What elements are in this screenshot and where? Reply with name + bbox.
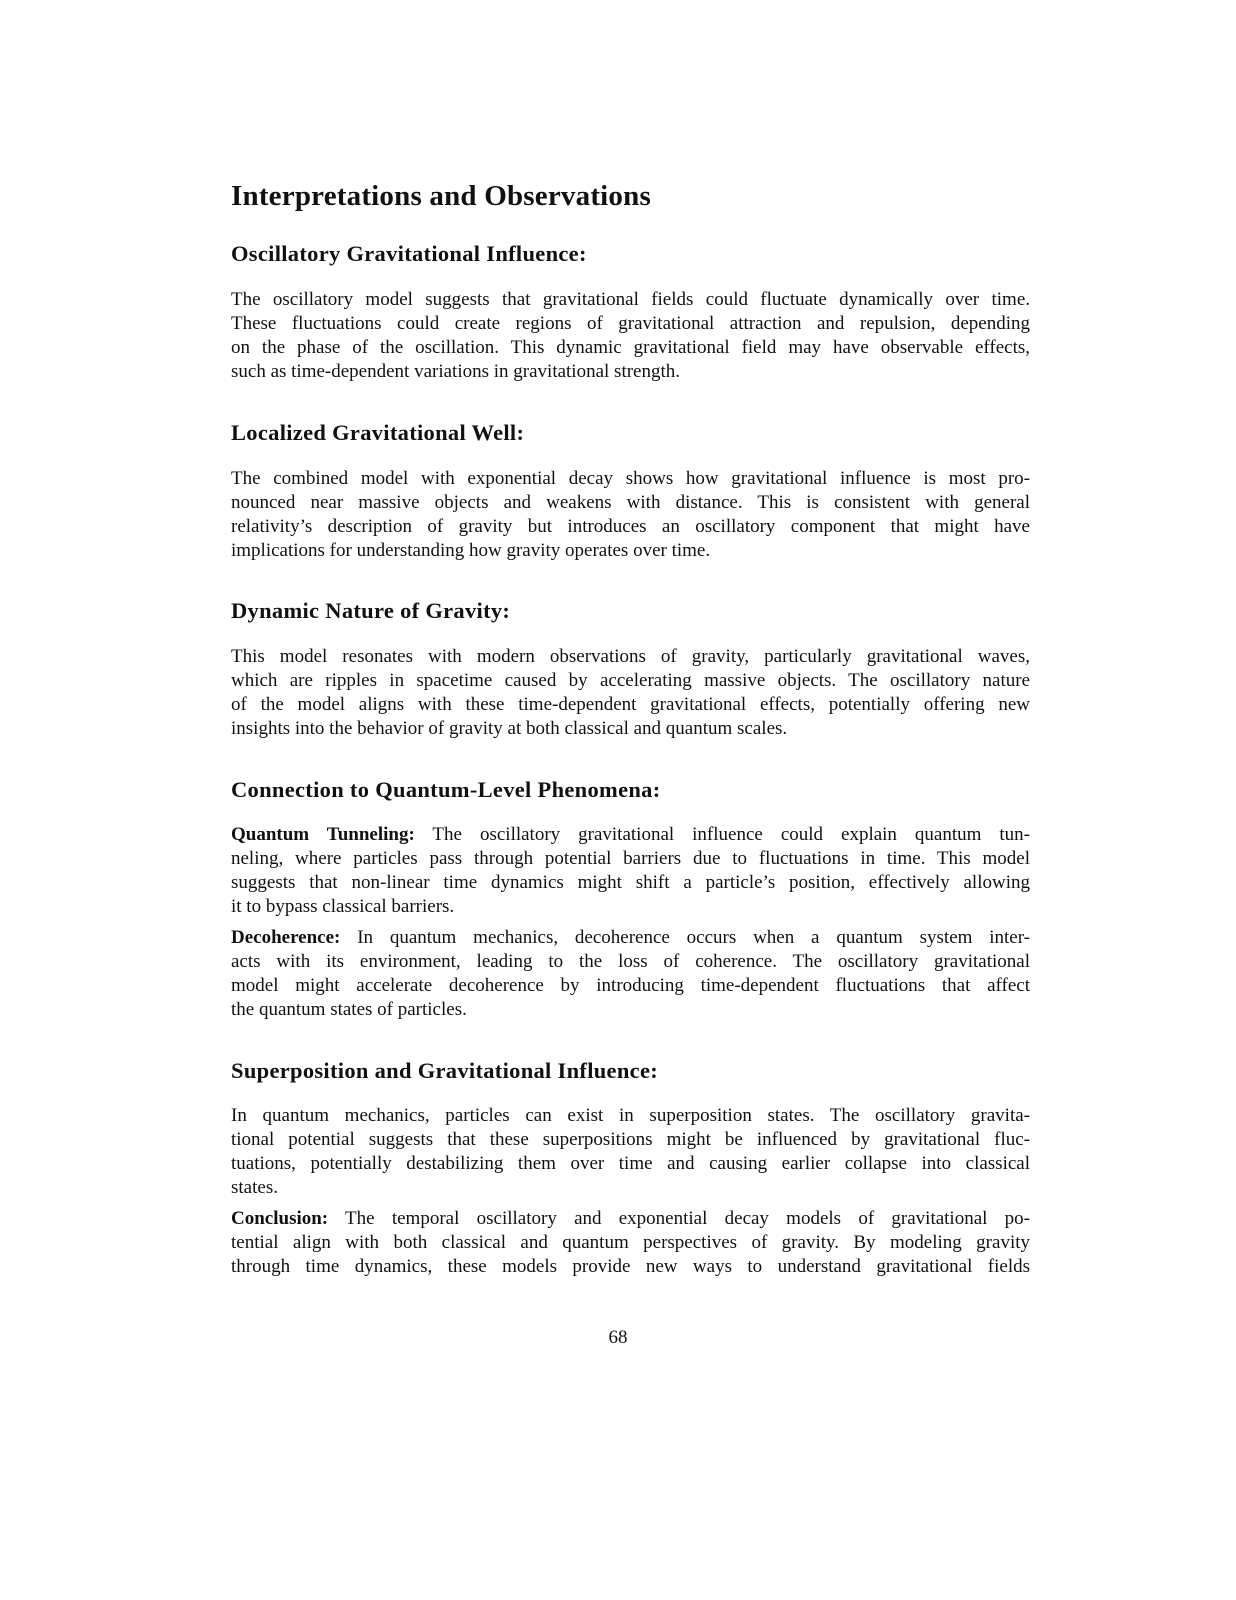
line-text: tional potential suggests that these superpositions might be influenced by gravitational fluc- [231, 1129, 1030, 1150]
text-line [231, 717, 1030, 741]
paragraph-lead: Quantum Tunneling: [231, 824, 415, 845]
line-text: the quantum states of particles. [231, 999, 467, 1020]
line-text: The combined model with exponential decay shows how gravitational influence is most pro- [231, 468, 1030, 489]
paragraph-lead: Decoherence: [231, 927, 341, 948]
text-line [231, 1207, 1030, 1231]
section-heading: Localized Gravitational Well: [231, 420, 525, 445]
section-heading: Connection to Quantum-Level Phenomena: [231, 777, 661, 802]
line-text: In quantum mechanics, particles can exist in superposition states. The oscillatory gravita- [231, 1105, 1030, 1126]
line-text: on the phase of the oscillation. This dynamic gravitational field may have observable effects, [231, 337, 1030, 358]
section-heading: Dynamic Nature of Gravity: [231, 598, 511, 623]
line-text: insights into the behavior of gravity at both classical and quantum scales. [231, 718, 788, 739]
line-text: through time dynamics, these models provide new ways to understand gravitational fields [231, 1256, 1030, 1277]
line-text: The temporal oscillatory and exponential decay models of gravitational po- [328, 1208, 1030, 1229]
line-text: tential align with both classical and quantum perspectives of gravity. By modeling gravity [231, 1232, 1030, 1253]
paragraph [231, 288, 1030, 384]
text-line [231, 1176, 1030, 1200]
line-text: such as time-dependent variations in gravitational strength. [231, 361, 681, 382]
line-text: implications for understanding how gravity operates over time. [231, 540, 711, 561]
text-line [231, 539, 1030, 563]
line-text: The oscillatory model suggests that gravitational fields could fluctuate dynamically over time. [231, 289, 1030, 310]
paragraph [231, 823, 1030, 919]
paragraph [231, 1104, 1030, 1200]
line-text: neling, where particles pass through potential barriers due to fluctuations in time. This model [231, 848, 1030, 869]
paragraph [231, 645, 1030, 741]
line-text: These fluctuations could create regions of gravitational attraction and repulsion, depending [231, 313, 1030, 334]
line-text: which are ripples in spacetime caused by accelerating massive objects. The oscillatory nature [231, 670, 1030, 691]
text-line [231, 974, 1030, 998]
line-text: nounced near massive objects and weakens with distance. This is consistent with general [231, 492, 1030, 513]
text-line [231, 336, 1030, 360]
text-line [231, 926, 1030, 950]
line-text: This model resonates with modern observations of gravity, particularly gravitational waves, [231, 646, 1030, 667]
line-text: states. [231, 1177, 278, 1198]
text-line [231, 950, 1030, 974]
line-text: it to bypass classical barriers. [231, 896, 455, 917]
page-title: Interpretations and Observations [231, 180, 651, 212]
line-text: In quantum mechanics, decoherence occurs when a quantum system inter- [340, 927, 1030, 948]
text-line [231, 288, 1030, 312]
text-line [231, 1255, 1030, 1279]
text-line [231, 669, 1030, 693]
text-line [231, 823, 1030, 847]
line-text: of the model aligns with these time-dependent gravitational effects, potentially offering new [231, 694, 1030, 715]
line-text: suggests that non-linear time dynamics might shift a particle’s position, effectively allowing [231, 872, 1030, 893]
text-line [231, 693, 1030, 717]
text-line [231, 1104, 1030, 1128]
line-text: tuations, potentially destabilizing them over time and causing earlier collapse into classical [231, 1153, 1030, 1174]
text-line [231, 491, 1030, 515]
text-line [231, 645, 1030, 669]
line-text: acts with its environment, leading to the loss of coherence. The oscillatory gravitational [231, 951, 1030, 972]
section-heading: Superposition and Gravitational Influence: [231, 1058, 659, 1083]
line-text: The oscillatory gravitational influence could explain quantum tun- [414, 824, 1030, 845]
page-number: 68 [608, 1327, 628, 1348]
paragraph [231, 1207, 1030, 1279]
text-line [231, 515, 1030, 539]
text-line [231, 1128, 1030, 1152]
text-line [231, 312, 1030, 336]
text-line [231, 998, 1030, 1022]
text-line [231, 360, 1030, 384]
text-line [231, 895, 1030, 919]
paragraph-lead: Conclusion: [231, 1208, 329, 1229]
text-line [231, 871, 1030, 895]
text-line [231, 847, 1030, 871]
section-heading: Oscillatory Gravitational Influence: [231, 241, 587, 266]
line-text: relativity’s description of gravity but introduces an oscillatory component that might have [231, 516, 1030, 537]
text-line [231, 1152, 1030, 1176]
text-line [231, 467, 1030, 491]
line-text: model might accelerate decoherence by introducing time-dependent fluctuations that affect [231, 975, 1030, 996]
paragraph [231, 467, 1030, 563]
paragraph [231, 926, 1030, 1022]
text-line [231, 1231, 1030, 1255]
